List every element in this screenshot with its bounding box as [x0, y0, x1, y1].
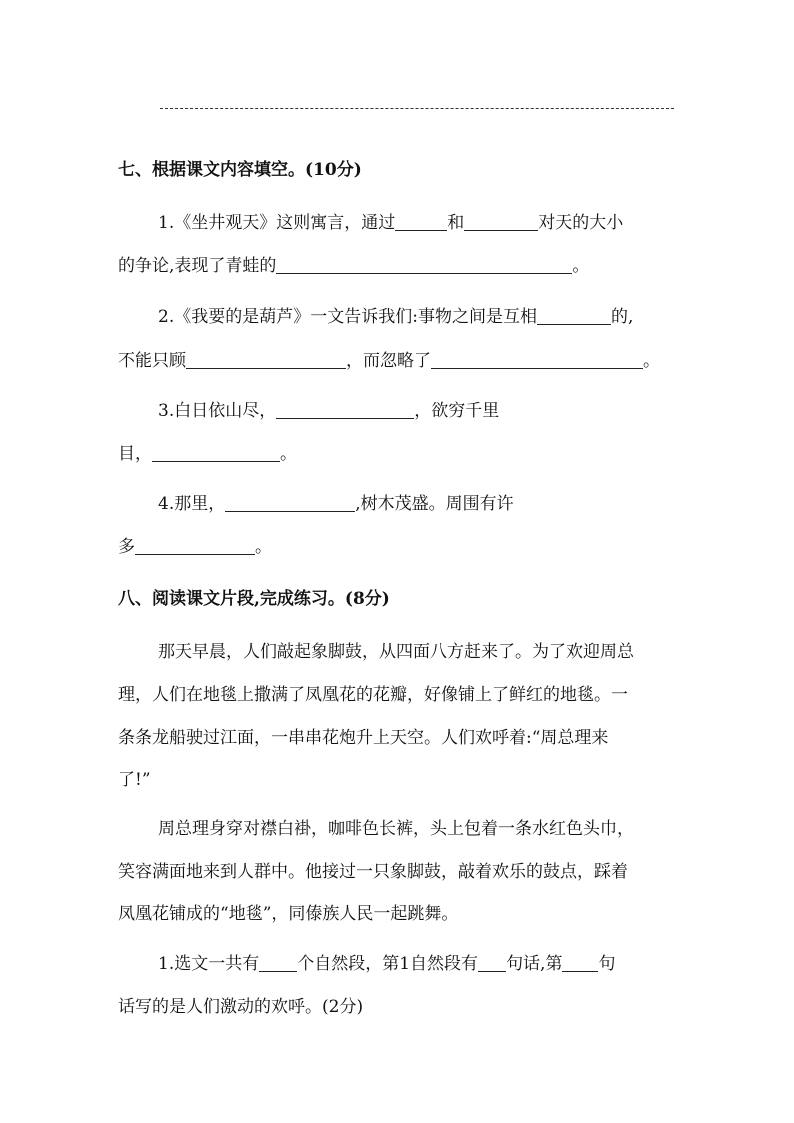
- passage-2-line: 周总理身穿对襟白褂，咖啡色长裤，头上包着一条水红色头巾，: [158, 819, 634, 839]
- passage-1-line: 理，人们在地毯上撒满了凤凰花的花瓣，好像铺上了鲜红的地毯。一: [118, 685, 628, 705]
- answer-blank[interactable]: [225, 493, 355, 512]
- answer-blank[interactable]: [464, 212, 538, 231]
- text: 1.《坐井观天》这则寓言，通过: [158, 213, 396, 233]
- text: 目，: [118, 444, 152, 464]
- s7-q2-line2: [118, 350, 660, 372]
- s8-q1-line2: 话写的是人们激动的欢呼。(2分): [118, 997, 364, 1017]
- text: 。: [572, 256, 590, 276]
- s7-q1-line1: [158, 212, 623, 234]
- answer-blank[interactable]: [562, 953, 598, 972]
- text: 对天的大小: [538, 213, 624, 233]
- s7-q3-line2: [118, 443, 297, 465]
- text: ,树木茂盛。周围有许: [355, 494, 514, 514]
- text: 。: [255, 537, 272, 557]
- answer-blank[interactable]: [395, 212, 447, 231]
- answer-blank[interactable]: [431, 350, 643, 369]
- text: 4.那里，: [158, 494, 226, 514]
- text: 1.选文一共有: [158, 954, 260, 974]
- text: 多: [118, 537, 135, 557]
- answer-blank[interactable]: [276, 400, 414, 419]
- text: 个自然段，第1自然段有: [297, 954, 479, 974]
- answer-blank[interactable]: [537, 306, 611, 325]
- text: 2.《我要的是葫芦》一文告诉我们:事物之间是互相: [158, 307, 537, 327]
- passage-2-line: 凤凰花铺成的“地毯”，同傣族人民一起跳舞。: [118, 904, 459, 924]
- s7-q3-line1: [158, 400, 499, 422]
- answer-blank[interactable]: [478, 953, 506, 972]
- s7-q1-line2: [118, 255, 589, 277]
- s8-q1-line1: [158, 953, 615, 975]
- text: 句话,第: [506, 954, 563, 974]
- text: ，欲穷千里: [414, 401, 500, 421]
- s7-q4-line1: [158, 493, 514, 515]
- answer-blank[interactable]: [152, 443, 280, 462]
- passage-2-line: 笑容满面地来到人群中。他接过一只象脚鼓，敲着欢乐的鼓点，踩着: [118, 862, 628, 882]
- text: 和: [447, 213, 465, 233]
- passage-1-line: 条条龙船驶过江面，一串串花炮升上天空。人们欢呼着:“周总理来: [118, 728, 609, 748]
- passage-1-line: 那天早晨，人们敲起象脚鼓，从四面八方赶来了。为了欢迎周总: [158, 642, 634, 662]
- answer-blank[interactable]: [135, 536, 255, 555]
- section-8-heading: 八、阅读课文片段,完成练习。(8分): [118, 589, 390, 609]
- section-7-heading: 七、根据课文内容填空。(10分): [118, 160, 362, 180]
- text: 3.白日依山尽，: [158, 401, 277, 421]
- text: 句: [598, 954, 616, 974]
- text: 不能只顾: [118, 351, 186, 371]
- text: 。: [280, 444, 297, 464]
- passage-1-line: 了!”: [118, 770, 151, 790]
- text: 的争论,表现了青蛙的: [118, 256, 277, 276]
- s7-q2-line1: [158, 306, 633, 328]
- answer-blank[interactable]: [276, 255, 572, 274]
- text: 的,: [610, 307, 634, 327]
- dashed-separator: [160, 108, 674, 109]
- text: ，而忽略了: [346, 351, 431, 371]
- text: 。: [643, 351, 660, 371]
- answer-blank[interactable]: [186, 350, 346, 369]
- answer-blank[interactable]: [259, 953, 297, 972]
- s7-q4-line2: [118, 536, 272, 558]
